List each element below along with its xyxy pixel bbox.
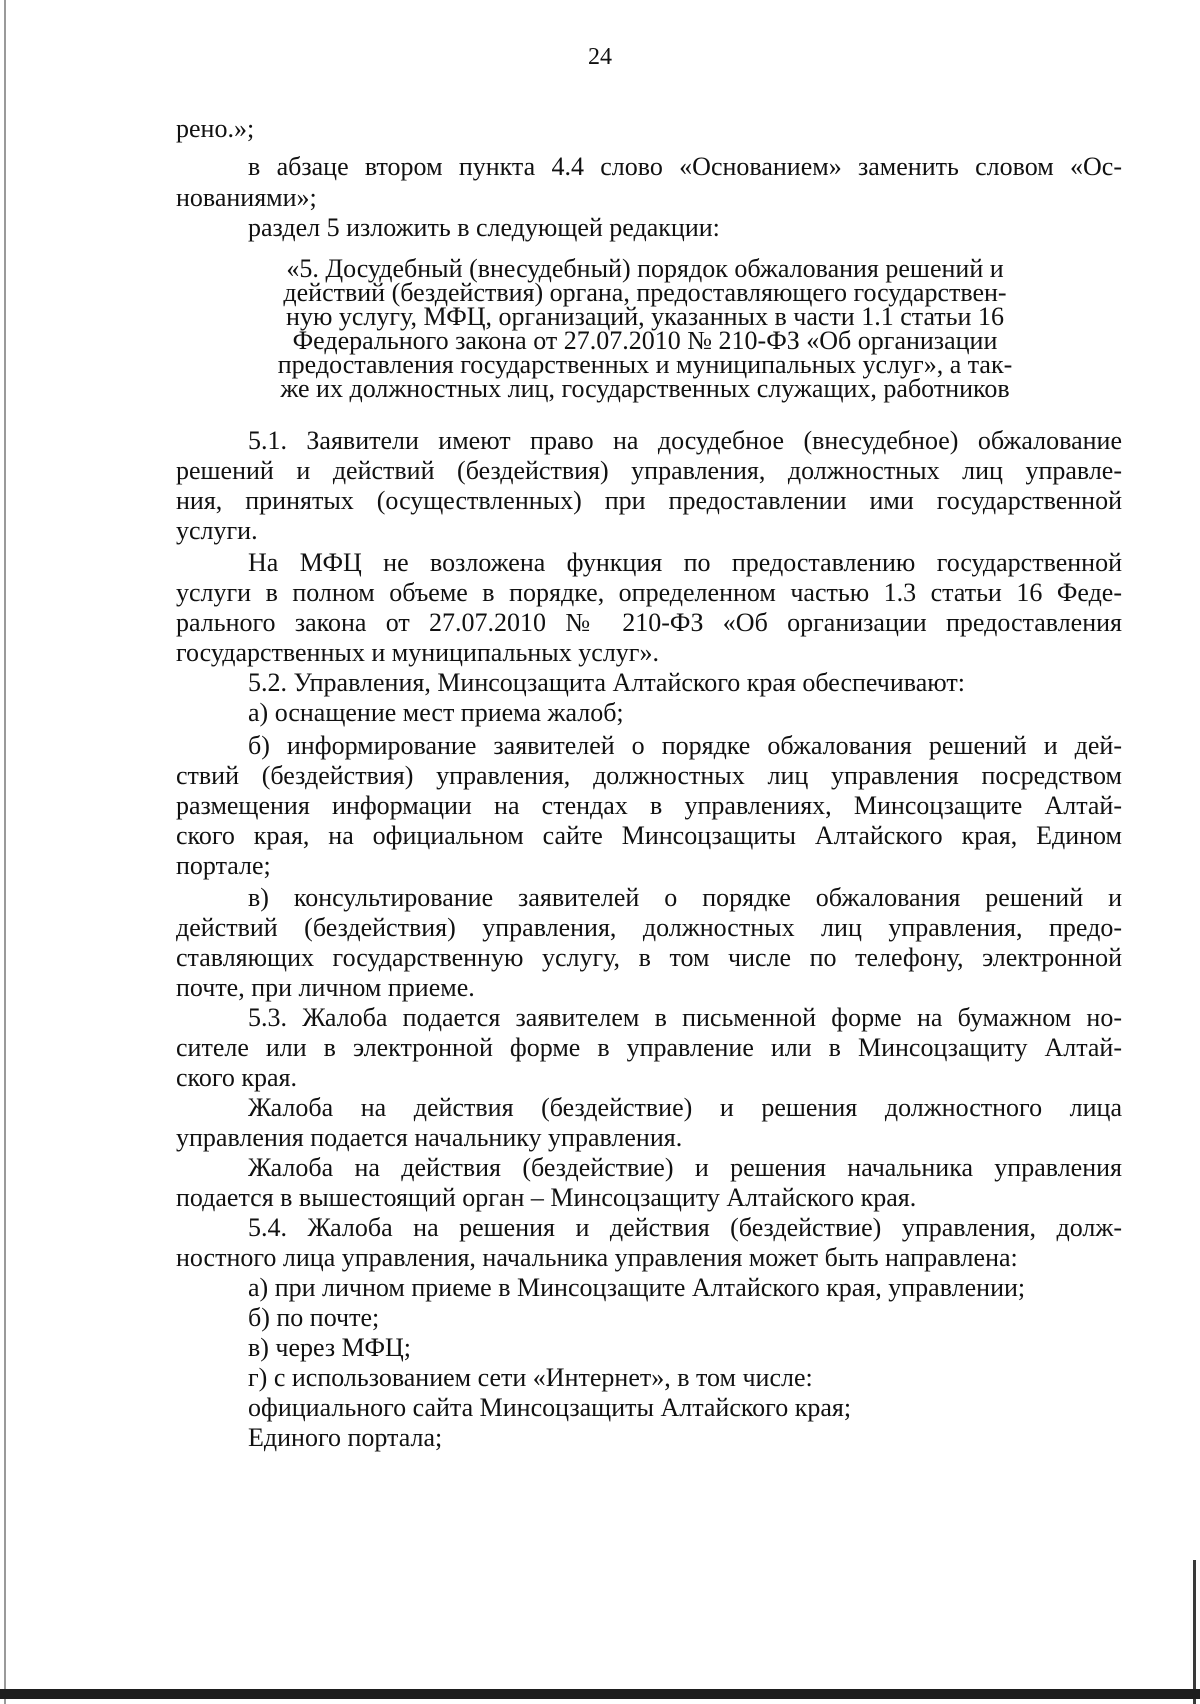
body-line: ского края.	[176, 1063, 297, 1092]
body-line: рального закона от 27.07.2010 № 210-ФЗ «Об организации предоставления	[176, 608, 1122, 637]
body-line: Единого портала;	[248, 1423, 443, 1452]
body-line: г) с использованием сети «Интернет», в том числе:	[248, 1363, 813, 1392]
section-heading-line: Федерального закона от 27.07.2010 № 210-ФЗ «Об организации	[292, 326, 998, 355]
body-line: Жалоба на действия (бездействие) и решения начальника управления	[248, 1153, 1122, 1182]
body-line: государственных и муниципальных услуг».	[176, 638, 659, 667]
body-line: услуги.	[176, 516, 258, 545]
body-line: ставляющих государственную услугу, в том числе по телефону, электронной	[176, 943, 1122, 972]
body-line: почте, при личном приеме.	[176, 973, 475, 1002]
scan-edge-left	[4, 0, 6, 1704]
body-line: ния, принятых (осуществленных) при предоставлении ими государственной	[176, 486, 1122, 515]
body-line: действий (бездействия) управления, должностных лиц управления, предо-	[176, 913, 1122, 942]
section-heading-line: ную услугу, МФЦ, организаций, указанных в части 1.1 статьи 16	[286, 302, 1004, 331]
body-line: услуги в полном объеме в порядке, определенном частью 1.3 статьи 16 Феде-	[176, 578, 1122, 607]
body-line: 5.2. Управления, Минсоцзащита Алтайского края обеспечивают:	[248, 668, 965, 697]
body-line: Жалоба на действия (бездействие) и решения должностного лица	[248, 1093, 1122, 1122]
body-line: На МФЦ не возложена функция по предоставлению государственной	[248, 548, 1122, 577]
intro-line: нованиями»;	[176, 183, 317, 212]
body-line: ностного лица управления, начальника управления может быть направлена:	[176, 1243, 1018, 1272]
body-line: портале;	[176, 851, 271, 880]
body-line: решений и действий (бездействия) управления, должностных лиц управле-	[176, 456, 1122, 485]
section-heading-line: действий (бездействия) органа, предоставляющего государствен-	[283, 278, 1007, 307]
section-heading-line: же их должностных лиц, государственных служащих, работников	[280, 374, 1010, 403]
body-line: размещения информации на стендах в управлениях, Минсоцзащите Алтай-	[176, 791, 1122, 820]
body-line: 5.3. Жалоба подается заявителем в письменной форме на бумажном но-	[248, 1003, 1122, 1032]
intro-line: рено.»;	[176, 114, 255, 143]
intro-line: раздел 5 изложить в следующей редакции:	[248, 213, 720, 242]
body-line: а) оснащение мест приема жалоб;	[248, 698, 624, 727]
body-line: официального сайта Минсоцзащиты Алтайского края;	[248, 1393, 852, 1422]
body-line: ского края, на официальном сайте Минсоцзащиты Алтайского края, Едином	[176, 821, 1122, 850]
scan-edge-right	[1193, 1560, 1196, 1704]
body-line: в) через МФЦ;	[248, 1333, 411, 1362]
scan-edge-bottom	[0, 1689, 1200, 1699]
section-heading-line: «5. Досудебный (внесудебный) порядок обжалования решений и	[286, 254, 1004, 283]
section-heading-line: предоставления государственных и муниципальных услуг», а так-	[277, 350, 1013, 379]
body-line: сителе или в электронной форме в управление или в Минсоцзащиту Алтай-	[176, 1033, 1122, 1062]
body-line: 5.4. Жалоба на решения и действия (бездействие) управления, долж-	[248, 1213, 1122, 1242]
body-line: ствий (бездействия) управления, должностных лиц управления посредством	[176, 761, 1122, 790]
page-number: 24	[588, 44, 612, 70]
body-line: управления подается начальнику управления.	[176, 1123, 683, 1152]
body-line: подается в вышестоящий орган – Минсоцзащиту Алтайского края.	[176, 1183, 917, 1212]
body-line: б) по почте;	[248, 1303, 380, 1332]
body-line: б) информирование заявителей о порядке обжалования решений и дей-	[248, 731, 1122, 760]
intro-line: в абзаце втором пункта 4.4 слово «Основанием» заменить словом «Ос-	[248, 152, 1122, 181]
body-line: 5.1. Заявители имеют право на досудебное (внесудебное) обжалование	[248, 426, 1122, 455]
body-line: а) при личном приеме в Минсоцзащите Алтайского края, управлении;	[248, 1273, 1026, 1302]
body-line: в) консультирование заявителей о порядке обжалования решений и	[248, 883, 1122, 912]
